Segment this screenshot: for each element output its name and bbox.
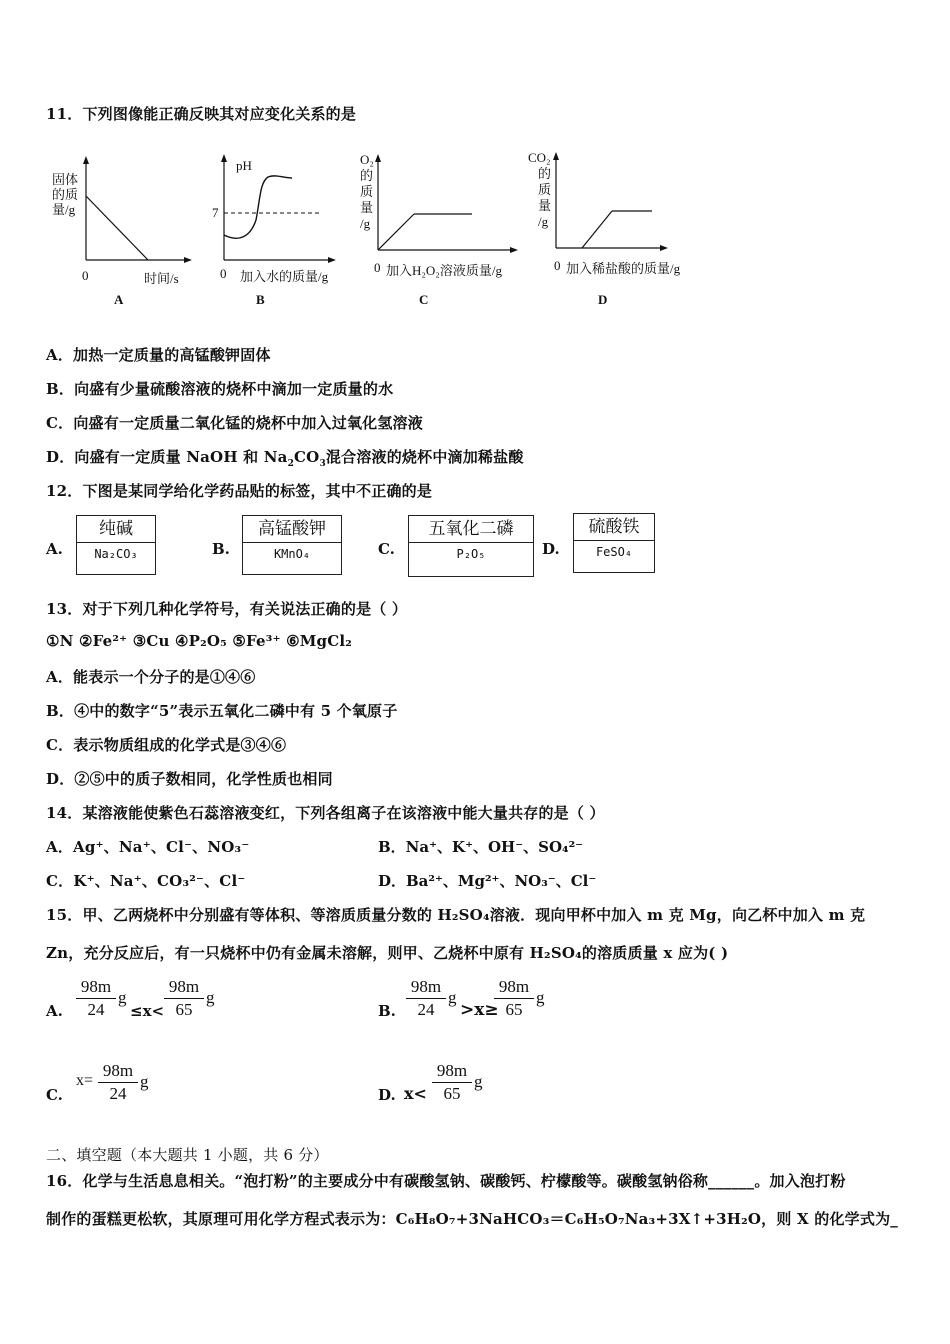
graph-a-ylabel-3: 量/g <box>52 202 76 217</box>
q15-b-unit-1: g <box>448 988 457 1007</box>
q16-line-2: 制作的蛋糕更松软，其原理可用化学方程式表示为：C₆H₈O₇+3NaHCO₃＝C₆H₅O₇Na₃+3X↑+3H₂O，则 X 的化学式为_ <box>46 1210 898 1228</box>
q13-option-b: B．④中的数字“5”表示五氧化二磷中有 5 个氧原子 <box>46 702 398 720</box>
graph-b-mark: 7 <box>212 205 219 220</box>
label-a-name: 纯碱 <box>77 516 155 543</box>
q11-option-c: C．向盛有一定质量二氧化锰的烧杯中加入过氧化氢溶液 <box>46 414 423 432</box>
q12-letter-a: A. <box>46 540 63 558</box>
q15-c-frac: $\frac{98m}{24}$ <box>98 1060 138 1105</box>
q12-letter-c: C. <box>378 540 395 558</box>
label-c <box>408 515 534 577</box>
q14-option-d: D．Ba²⁺、Mg²⁺、NO₃⁻、Cl⁻ <box>378 872 597 890</box>
label-c-formula: P₂O₅ <box>456 547 486 561</box>
graph-c-letter: C <box>419 292 429 307</box>
label-b-formula: KMnO₄ <box>273 547 311 561</box>
q12-stem: 12．下图是某同学给化学药品贴的标签，其中不正确的是 <box>46 482 433 500</box>
graph-a-origin: 0 <box>82 268 89 283</box>
graph-b-xlabel: 加入水的质量/g <box>240 269 329 284</box>
label-b <box>242 515 342 575</box>
label-a-formula: Na₂CO₃ <box>94 547 138 561</box>
q15-b-relation: >x≥ <box>460 1000 499 1020</box>
q15-a-frac-1: $\frac{98m}{24}$ <box>76 976 116 1021</box>
graph-d <box>526 148 706 308</box>
label-c-name: 五氧化二磷 <box>409 516 533 543</box>
q13-option-c: C．表示物质组成的化学式是③④⑥ <box>46 736 287 754</box>
q15-b-unit-2: g <box>536 988 545 1007</box>
graph-c-ylabel-5: /g <box>360 216 371 231</box>
q15-d-unit: g <box>474 1072 483 1091</box>
graph-c <box>354 150 534 310</box>
graph-b-letter: B <box>256 292 265 307</box>
graph-d-origin: 0 <box>554 258 561 273</box>
graph-d-ylabel-1: CO₂ <box>528 150 551 165</box>
graph-b-origin: 0 <box>220 266 227 281</box>
graph-b <box>208 150 358 310</box>
q15-a-unit-2: g <box>206 988 215 1007</box>
graph-d-letter: D <box>598 292 608 307</box>
q12-letter-d: D. <box>542 540 560 558</box>
graph-c-ylabel-4: 量 <box>360 200 374 215</box>
q15-d-frac: $\frac{98m}{65}$ <box>432 1060 472 1105</box>
q14-option-c: C．K⁺、Na⁺、CO₃²⁻、Cl⁻ <box>46 872 246 890</box>
q14-option-b: B．Na⁺、K⁺、OH⁻、SO₄²⁻ <box>378 838 584 856</box>
q15-b-frac-2: $\frac{98m}{65}$ <box>494 976 534 1021</box>
label-d <box>573 513 655 573</box>
section-heading: 二、填空题（本大题共 1 小题，共 6 分） <box>46 1146 329 1164</box>
graph-c-ylabel-2: 的 <box>360 168 374 183</box>
q15-line-2: Zn，充分反应后，有一只烧杯中仍有金属未溶解，则甲、乙烧杯中原有 H₂SO₄的溶质质量 x 应为( ) <box>46 944 729 962</box>
q11-option-a: A．加热一定质量的高锰酸钾固体 <box>46 346 271 364</box>
q14-stem: 14．某溶液能使紫色石蕊溶液变红，下列各组离子在该溶液中能大量共存的是（ ） <box>46 804 605 822</box>
q15-option-a-letter: A. <box>46 1002 63 1020</box>
q15-option-d-letter: D. <box>378 1086 396 1104</box>
graph-a <box>48 150 198 310</box>
q14-option-a: A．Ag⁺、Na⁺、Cl⁻、NO₃⁻ <box>46 838 250 856</box>
q13-stem: 13．对于下列几种化学符号，有关说法正确的是（ ） <box>46 600 408 618</box>
graph-c-xlabel: 加入H₂O₂溶液质量/g <box>386 263 502 278</box>
label-d-name: 硫酸铁 <box>574 514 654 541</box>
q15-line-1: 15．甲、乙两烧杯中分别盛有等体积、等溶质质量分数的 H₂SO₄溶液．现向甲杯中加入 m 克 Mg，向乙杯中加入 m 克 <box>46 906 866 924</box>
q11-option-b: B．向盛有少量硫酸溶液的烧杯中滴加一定质量的水 <box>46 380 394 398</box>
graph-b-ylabel: pH <box>236 158 252 173</box>
q11-stem: 11．下列图像能正确反映其对应变化关系的是 <box>46 105 357 123</box>
q13-option-a: A．能表示一个分子的是①④⑥ <box>46 668 256 686</box>
graph-d-ylabel-2: 的 <box>538 166 552 181</box>
q15-option-b-letter: B. <box>378 1002 396 1020</box>
q15-option-c-letter: C. <box>46 1086 63 1104</box>
q13-option-d: D．②⑤中的质子数相同，化学性质也相同 <box>46 770 333 788</box>
q15-a-frac-2: $\frac{98m}{65}$ <box>164 976 204 1021</box>
graph-d-xlabel: 加入稀盐酸的质量/g <box>566 261 681 276</box>
graph-a-letter: A <box>114 292 124 307</box>
q16-line-1: 16．化学与生活息息相关。“泡打粉”的主要成分中有碳酸氢钠、碳酸钙、柠檬酸等。碳酸氢钠俗称______。加入泡打粉 <box>46 1172 846 1190</box>
label-b-name: 高锰酸钾 <box>243 516 341 543</box>
q13-symbols: ①N ②Fe²⁺ ③Cu ④P₂O₅ ⑤Fe³⁺ ⑥MgCl₂ <box>46 632 353 650</box>
graph-d-ylabel-4: 量 <box>538 198 552 213</box>
graph-c-origin: 0 <box>374 260 381 275</box>
graph-a-ylabel-2: 的质 <box>52 187 79 202</box>
q15-b-frac-1: $\frac{98m}{24}$ <box>406 976 446 1021</box>
q12-letter-b: B. <box>212 540 230 558</box>
label-a <box>76 515 156 575</box>
graph-a-ylabel-1: 固体 <box>52 172 79 187</box>
q15-d-prefix: x< <box>404 1084 427 1103</box>
q11-option-d: D．向盛有一定质量 NaOH 和 $Na_2CO_3$混合溶液的烧杯中滴加稀盐酸 <box>46 448 524 469</box>
graph-c-ylabel-1: O₂ <box>360 152 374 167</box>
q15-c-unit: g <box>140 1072 149 1091</box>
graph-a-xlabel: 时间/s <box>144 271 179 286</box>
q15-a-relation: ≤x< <box>130 1002 165 1020</box>
graph-c-ylabel-3: 质 <box>360 184 374 199</box>
q15-a-unit-1: g <box>118 988 127 1007</box>
graph-d-ylabel-5: /g <box>538 214 549 229</box>
graph-d-ylabel-3: 质 <box>538 182 552 197</box>
q15-c-prefix: x= <box>76 1072 94 1089</box>
label-d-formula: FeSO₄ <box>595 545 633 559</box>
